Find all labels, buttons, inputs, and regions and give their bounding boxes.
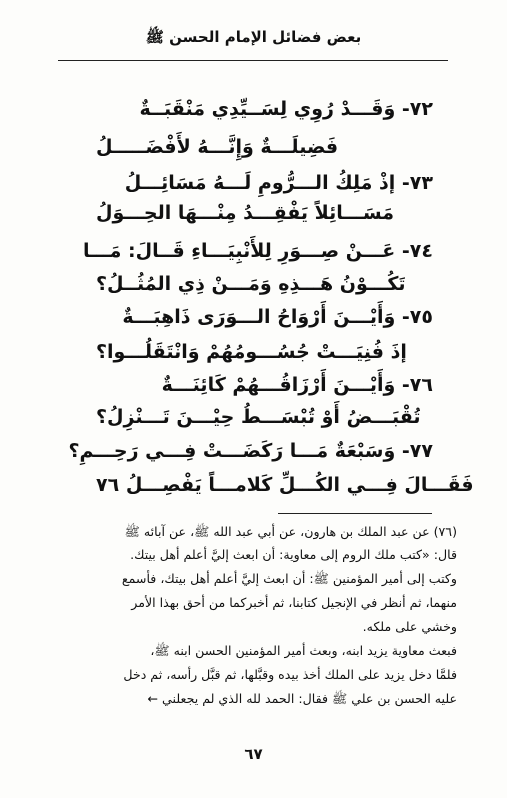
footnote-line: وخشي على ملكه. xyxy=(362,619,457,634)
verse-77-first-hemistich: ٧٧- وَسَبْعَةٌ مَـــا رَكَضَـــتْ فِـــي رَحِـــمِ؟ xyxy=(68,440,433,462)
verse-74-second-hemistich: تَكُـــوْنُ هَـــذِهِ وَمَـــنْ ذِي المُثُــلُ؟ xyxy=(96,273,406,295)
footnote-line: (٧٦) عن عبد الملك بن هارون، عن أبي عبد الله ﷺ، عن آبائه ﷺ xyxy=(124,524,457,539)
footnote-line: قال: «كتب ملك الروم إلى معاوية: أن ابعث إليَّ أعلم أهل بيتك. xyxy=(130,547,457,562)
page-number: ٦٧ xyxy=(244,745,263,763)
header-divider xyxy=(58,60,448,61)
verse-76-second-hemistich: تُقْبَـــضُ أَوْ تُبْسَـــطُ حِيْـــنَ تَـــنْزِلُ؟ xyxy=(96,406,421,428)
verse-74-first-hemistich: ٧٤- عَـــنْ صِـــوَرِ لِلأَنْبِيَـــاءِ قَــالَ: مَـــا xyxy=(83,240,433,262)
footnote-line: وكتب إلى أمير المؤمنين ﷺ: أن ابعث إليَّ أعلم أهل بيتك، فأسمع xyxy=(121,571,457,586)
footnote-line: عليه الحسن بن علي ﷺ فقال: الحمد لله الذي لم يجعلني ← xyxy=(147,691,457,706)
footnote-line: منهما، ثم أنظر في الإنجيل كتابنا، ثم أخبركما من أحق بهذا الأمر xyxy=(131,595,457,610)
verse-77-second-hemistich: فَقَـــالَ فِـــي الكُـــلِّ كَلامـــاً يَفْصِـــلُ ٧٦ xyxy=(96,474,474,496)
verse-75-first-hemistich: ٧٥- وَأَيْـــنَ أَرْوَاحُ الـــوَرَى ذَاهِبَـــةٌ xyxy=(122,306,433,328)
footnote-line: فبعث معاوية يزيد ابنه، وبعث أمير المؤمنين الحسن ابنه ﷺ، xyxy=(150,643,457,658)
verse-75-second-hemistich: إذَ فُنِيَـــتْ جُسُـــومُهُمْ وَانْتَقَلُـــوا؟ xyxy=(96,341,407,363)
running-header: بعض فضائل الإمام الحسن ﷺ xyxy=(145,28,362,46)
footnote-line: فلمَّا دخل يزيد على الملك أخذ بيده وقبَّلها، ثم قبَّل رأسه، ثم دخل xyxy=(123,667,457,682)
verse-76-first-hemistich: ٧٦- وَأَيْـــنَ أَرْزَاقُـــهُمْ كَائِنَـــةٌ xyxy=(161,374,433,396)
verse-73-second-hemistich: مَسَـــائِلاً يَفْقِـــدُ مِنْـــهَا الحِـــوَلُ xyxy=(96,202,394,224)
footnote-divider xyxy=(278,513,432,514)
verse-73-first-hemistich: ٧٣- إذْ مَلِكُ الـــرُّومِ لَـــهُ مَسَائِـــلُ xyxy=(124,172,433,194)
verse-72-first-hemistich: ٧٢- وَقَـــدْ رُوِي لِسَــيِّدِي مَنْقَبَــةٌ xyxy=(139,98,433,120)
verse-72-second-hemistich: فَضِيلَـــةٌ وَإِنَّـــهُ لأَفْضَـــــلُ xyxy=(96,136,339,158)
